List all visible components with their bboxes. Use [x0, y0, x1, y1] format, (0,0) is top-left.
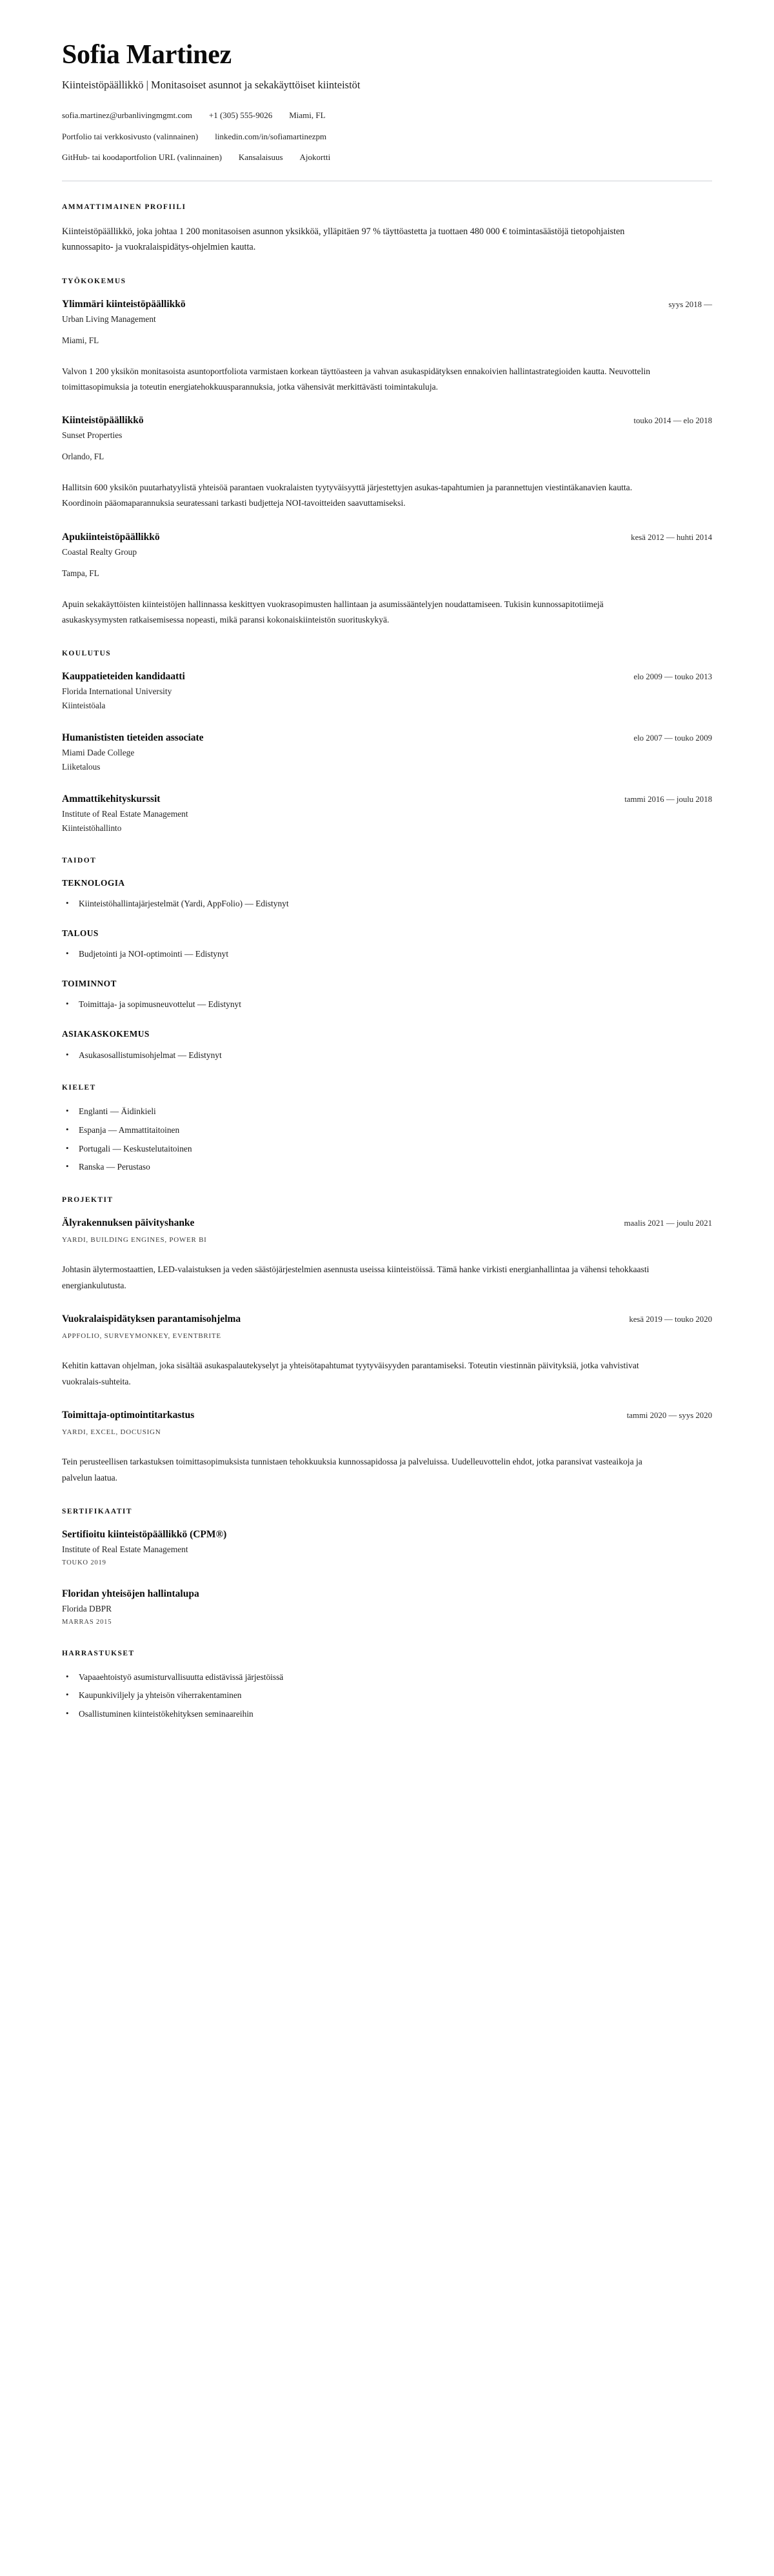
job-date: kesä 2012 — huhti 2014	[631, 532, 712, 542]
certification-issuer: Florida DBPR	[62, 1603, 112, 1613]
list-item: • Kiinteistöhallintajärjestelmät (Yardi, AppFolio) — Edistynyt	[62, 897, 712, 911]
job-role: Kiinteistöpäällikkö	[62, 415, 144, 426]
project-description: Kehitin kattavan ohjelman, joka sisältää asukaspalautekyselyt ja yhteisötapahtumat tyytyväisyyden parantamiseksi. Toteutin viestinnän päivityksiä, jotka vahvistivat vuokralais-suhteita.	[62, 1361, 639, 1386]
project-description: Tein perusteellisen tarkastuksen toimittasopimuksista tunnistaen tehokkuuksia kunnossapidossa ja palveluissa. Uudelleuvottelin ehdot, jotka paransivat vasteaikoja ja palvelun laatua.	[62, 1457, 642, 1483]
job-location: Tampa, FL	[62, 568, 99, 578]
degree-name: Ammattikehityskurssit	[62, 793, 161, 804]
job-description: Apuin sekakäyttöisten kiinteistöjen hallinnassa keskittyen vuokrasopimusten hallintaan ja asumissääntelyjen noudattamiseen. Tukisin kunnossapitotiimejä asukaskysymysten ratkaisemisessa nopeasti, mikä paransi kokonaiskiinteistön suorituskykyä.	[62, 599, 604, 624]
section-title-experience: TYÖKOKEMUS	[62, 277, 126, 285]
interest-list	[62, 1670, 712, 1721]
list-item: • Budjetointi ja NOI-optimointi — Edistynyt	[62, 947, 712, 961]
job-role: Ylimmäri kiinteistöpäällikkö	[62, 298, 186, 310]
contact-row-2	[62, 130, 712, 143]
skill-group-title: TOIMINNOT	[62, 979, 117, 989]
linkedin-text: linkedin.com/in/sofiamartinezpm	[215, 131, 327, 141]
entry-header	[62, 670, 712, 683]
section-projects	[62, 1196, 712, 1486]
project-date: maalis 2021 — joulu 2021	[624, 1218, 712, 1228]
degree-date: elo 2009 — touko 2013	[633, 672, 712, 681]
skill-group-title: TEKNOLOGIA	[62, 877, 125, 888]
school-name: Florida International University	[62, 686, 172, 696]
list-item: • Kaupunkiviljely ja yhteisön viherrakentaminen	[62, 1688, 712, 1702]
entry-header	[62, 531, 712, 544]
section-skills	[62, 857, 712, 1062]
project-date: tammi 2020 — syys 2020	[626, 1410, 712, 1420]
entry-header	[62, 1217, 712, 1230]
list-item: • Toimittaja- ja sopimusneuvottelut — Edistynyt	[62, 997, 712, 1012]
certification-name: Floridan yhteisöjen hallintalupa	[62, 1588, 199, 1599]
github-text: GitHub- tai koodaportfolion URL (valinnainen)	[62, 152, 222, 163]
project-entry	[62, 1313, 712, 1390]
certification-entry	[62, 1588, 712, 1628]
field-of-study: Kiinteistöhallinto	[62, 823, 122, 834]
job-company: Urban Living Management	[62, 314, 156, 324]
list-item: • Vapaaehtoistyö asumisturvallisuutta edistävissä järjestöissä	[62, 1670, 712, 1684]
certification-entry	[62, 1528, 712, 1568]
skill-group-title: ASIAKASKOKEMUS	[62, 1029, 150, 1039]
section-profile	[62, 203, 712, 255]
project-name: Älyrakennuksen päivityshanke	[62, 1217, 195, 1228]
section-interests	[62, 1650, 712, 1721]
skill-group-title: TALOUS	[62, 928, 99, 938]
job-location: Miami, FL	[62, 335, 99, 346]
certification-name: Sertifioitu kiinteistöpäällikkö (CPM®)	[62, 1528, 227, 1540]
job-company: Coastal Realty Group	[62, 546, 137, 557]
job-date: syys 2018 —	[668, 299, 712, 309]
skill-list	[62, 897, 712, 911]
section-certifications	[62, 1508, 712, 1628]
entry-header	[62, 732, 712, 744]
project-stack: YARDI, EXCEL, DOCUSIGN	[62, 1428, 161, 1436]
entry-header	[62, 298, 712, 311]
contact-row-3	[62, 151, 712, 164]
section-title-profile: AMMATTIMAINEN PROFIILI	[62, 203, 186, 211]
skill-group	[62, 928, 712, 961]
contact-row-1	[62, 109, 712, 122]
entry-header	[62, 414, 712, 427]
section-experience	[62, 277, 712, 628]
job-location: Orlando, FL	[62, 452, 104, 462]
entry-header	[62, 793, 712, 806]
degree-name: Kauppatieteiden kandidaatti	[62, 670, 185, 682]
list-item: • Osallistuminen kiinteistökehityksen seminaareihin	[62, 1707, 712, 1721]
candidate-tagline: Kiinteistöpäällikkö | Monitasoiset asunnot ja sekakäyttöiset kiinteistöt	[62, 79, 361, 92]
entry-header	[62, 1313, 712, 1326]
list-item: • Englanti — Äidinkieli	[62, 1104, 712, 1119]
portfolio-text: Portfolio tai verkkosivusto (valinnainen)	[62, 131, 199, 141]
skill-group	[62, 978, 712, 1012]
skill-group	[62, 1028, 712, 1062]
citizenship-text: Kansalaisuus	[238, 152, 283, 163]
skill-group	[62, 877, 712, 911]
email-text: sofia.martinez@urbanlivingmgmt.com	[62, 110, 192, 121]
project-date: kesä 2019 — touko 2020	[629, 1314, 712, 1324]
list-item: • Espanja — Ammattitaitoinen	[62, 1123, 712, 1137]
field-of-study: Kiinteistöala	[62, 701, 106, 711]
profile-text: Kiinteistöpäällikkö, joka johtaa 1 200 monitasoisen asunnon yksikköä, ylläpitäen 97 % täyttöastetta ja tuottaen 480 000 € toimintasäästöjä tietopohjaisten kunnossapito- ja vuokralaispidätys-ohjelmien kautta.	[62, 226, 625, 253]
project-stack: APPFOLIO, SURVEYMONKEY, EVENTBRITE	[62, 1332, 221, 1340]
field-of-study: Liiketalous	[62, 762, 101, 772]
job-description: Valvon 1 200 yksikön monitasoista asuntoportfoliota varmistaen korkean täyttöasteen ja vahvan asukaspidätyksen ennakoivien hallintastrategioiden kautta. Neuvottelin toimittasopimuksia ja toteutin energiatehokkuusparannuksia, jotka vähensivät merkittävästi toimintakuluja.	[62, 366, 651, 392]
candidate-name: Sofia Martinez	[62, 40, 232, 70]
degree-name: Humanististen tieteiden associate	[62, 732, 204, 743]
entry-header	[62, 1409, 712, 1422]
project-name: Vuokralaispidätyksen parantamisohjelma	[62, 1313, 241, 1324]
drivers-license-text: Ajokortti	[299, 152, 331, 163]
school-name: Institute of Real Estate Management	[62, 809, 188, 819]
phone-text: +1 (305) 555-9026	[208, 110, 273, 121]
school-name: Miami Dade College	[62, 748, 135, 758]
education-entry	[62, 793, 712, 835]
section-title-interests: HARRASTUKSET	[62, 1649, 135, 1657]
section-title-languages: KIELET	[62, 1084, 96, 1092]
experience-entry	[62, 298, 712, 395]
project-entry	[62, 1217, 712, 1293]
skill-list	[62, 947, 712, 961]
project-stack: YARDI, BUILDING ENGINES, POWER BI	[62, 1235, 207, 1244]
project-description: Johtasin älytermostaattien, LED-valaistuksen ja veden säästöjärjestelmien asennusta useissa kiinteistöissä. Tämä hanke virkisti energianhallintaa ja vähensi tehokkaasti energiankulutusta.	[62, 1264, 650, 1290]
experience-entry	[62, 414, 712, 511]
education-entry	[62, 732, 712, 774]
certification-date: TOUKO 2019	[62, 1559, 106, 1566]
education-entry	[62, 670, 712, 712]
certification-date: MARRAS 2015	[62, 1618, 112, 1626]
section-education	[62, 650, 712, 835]
location-text: Miami, FL	[289, 110, 326, 121]
list-item: • Ranska — Perustaso	[62, 1160, 712, 1174]
job-description: Hallitsin 600 yksikön puutarhatyylistä yhteisöä parantaen vuokralaisten tyytyväisyyttä järjestettyjen asukas-tapahtumien ja parannettujen viestintäkanavien kautta. Koordinoin pääomaparannuksia seuratessani tarkasti budjetteja NOI-tavoitteiden saavuttamiseksi.	[62, 483, 633, 508]
job-date: touko 2014 — elo 2018	[633, 416, 712, 426]
section-title-certifications: SERTIFIKAATIT	[62, 1507, 132, 1515]
experience-entry	[62, 531, 712, 628]
language-list	[62, 1104, 712, 1174]
skill-list	[62, 1048, 712, 1063]
degree-date: tammi 2016 — joulu 2018	[624, 794, 712, 804]
list-item: • Portugali — Keskustelutaitoinen	[62, 1142, 712, 1156]
list-item: • Asukasosallistumisohjelmat — Edistynyt	[62, 1048, 712, 1063]
section-title-education: KOULUTUS	[62, 650, 112, 658]
skill-list	[62, 997, 712, 1012]
resume-header	[62, 40, 712, 181]
degree-date: elo 2007 — touko 2009	[633, 733, 712, 743]
section-title-skills: TAIDOT	[62, 857, 97, 864]
project-entry	[62, 1409, 712, 1486]
project-name: Toimittaja-optimointitarkastus	[62, 1409, 195, 1421]
section-languages	[62, 1084, 712, 1174]
section-title-projects: PROJEKTIT	[62, 1195, 114, 1204]
certification-issuer: Institute of Real Estate Management	[62, 1544, 188, 1554]
job-company: Sunset Properties	[62, 430, 123, 441]
job-role: Apukiinteistöpäällikkö	[62, 531, 160, 543]
